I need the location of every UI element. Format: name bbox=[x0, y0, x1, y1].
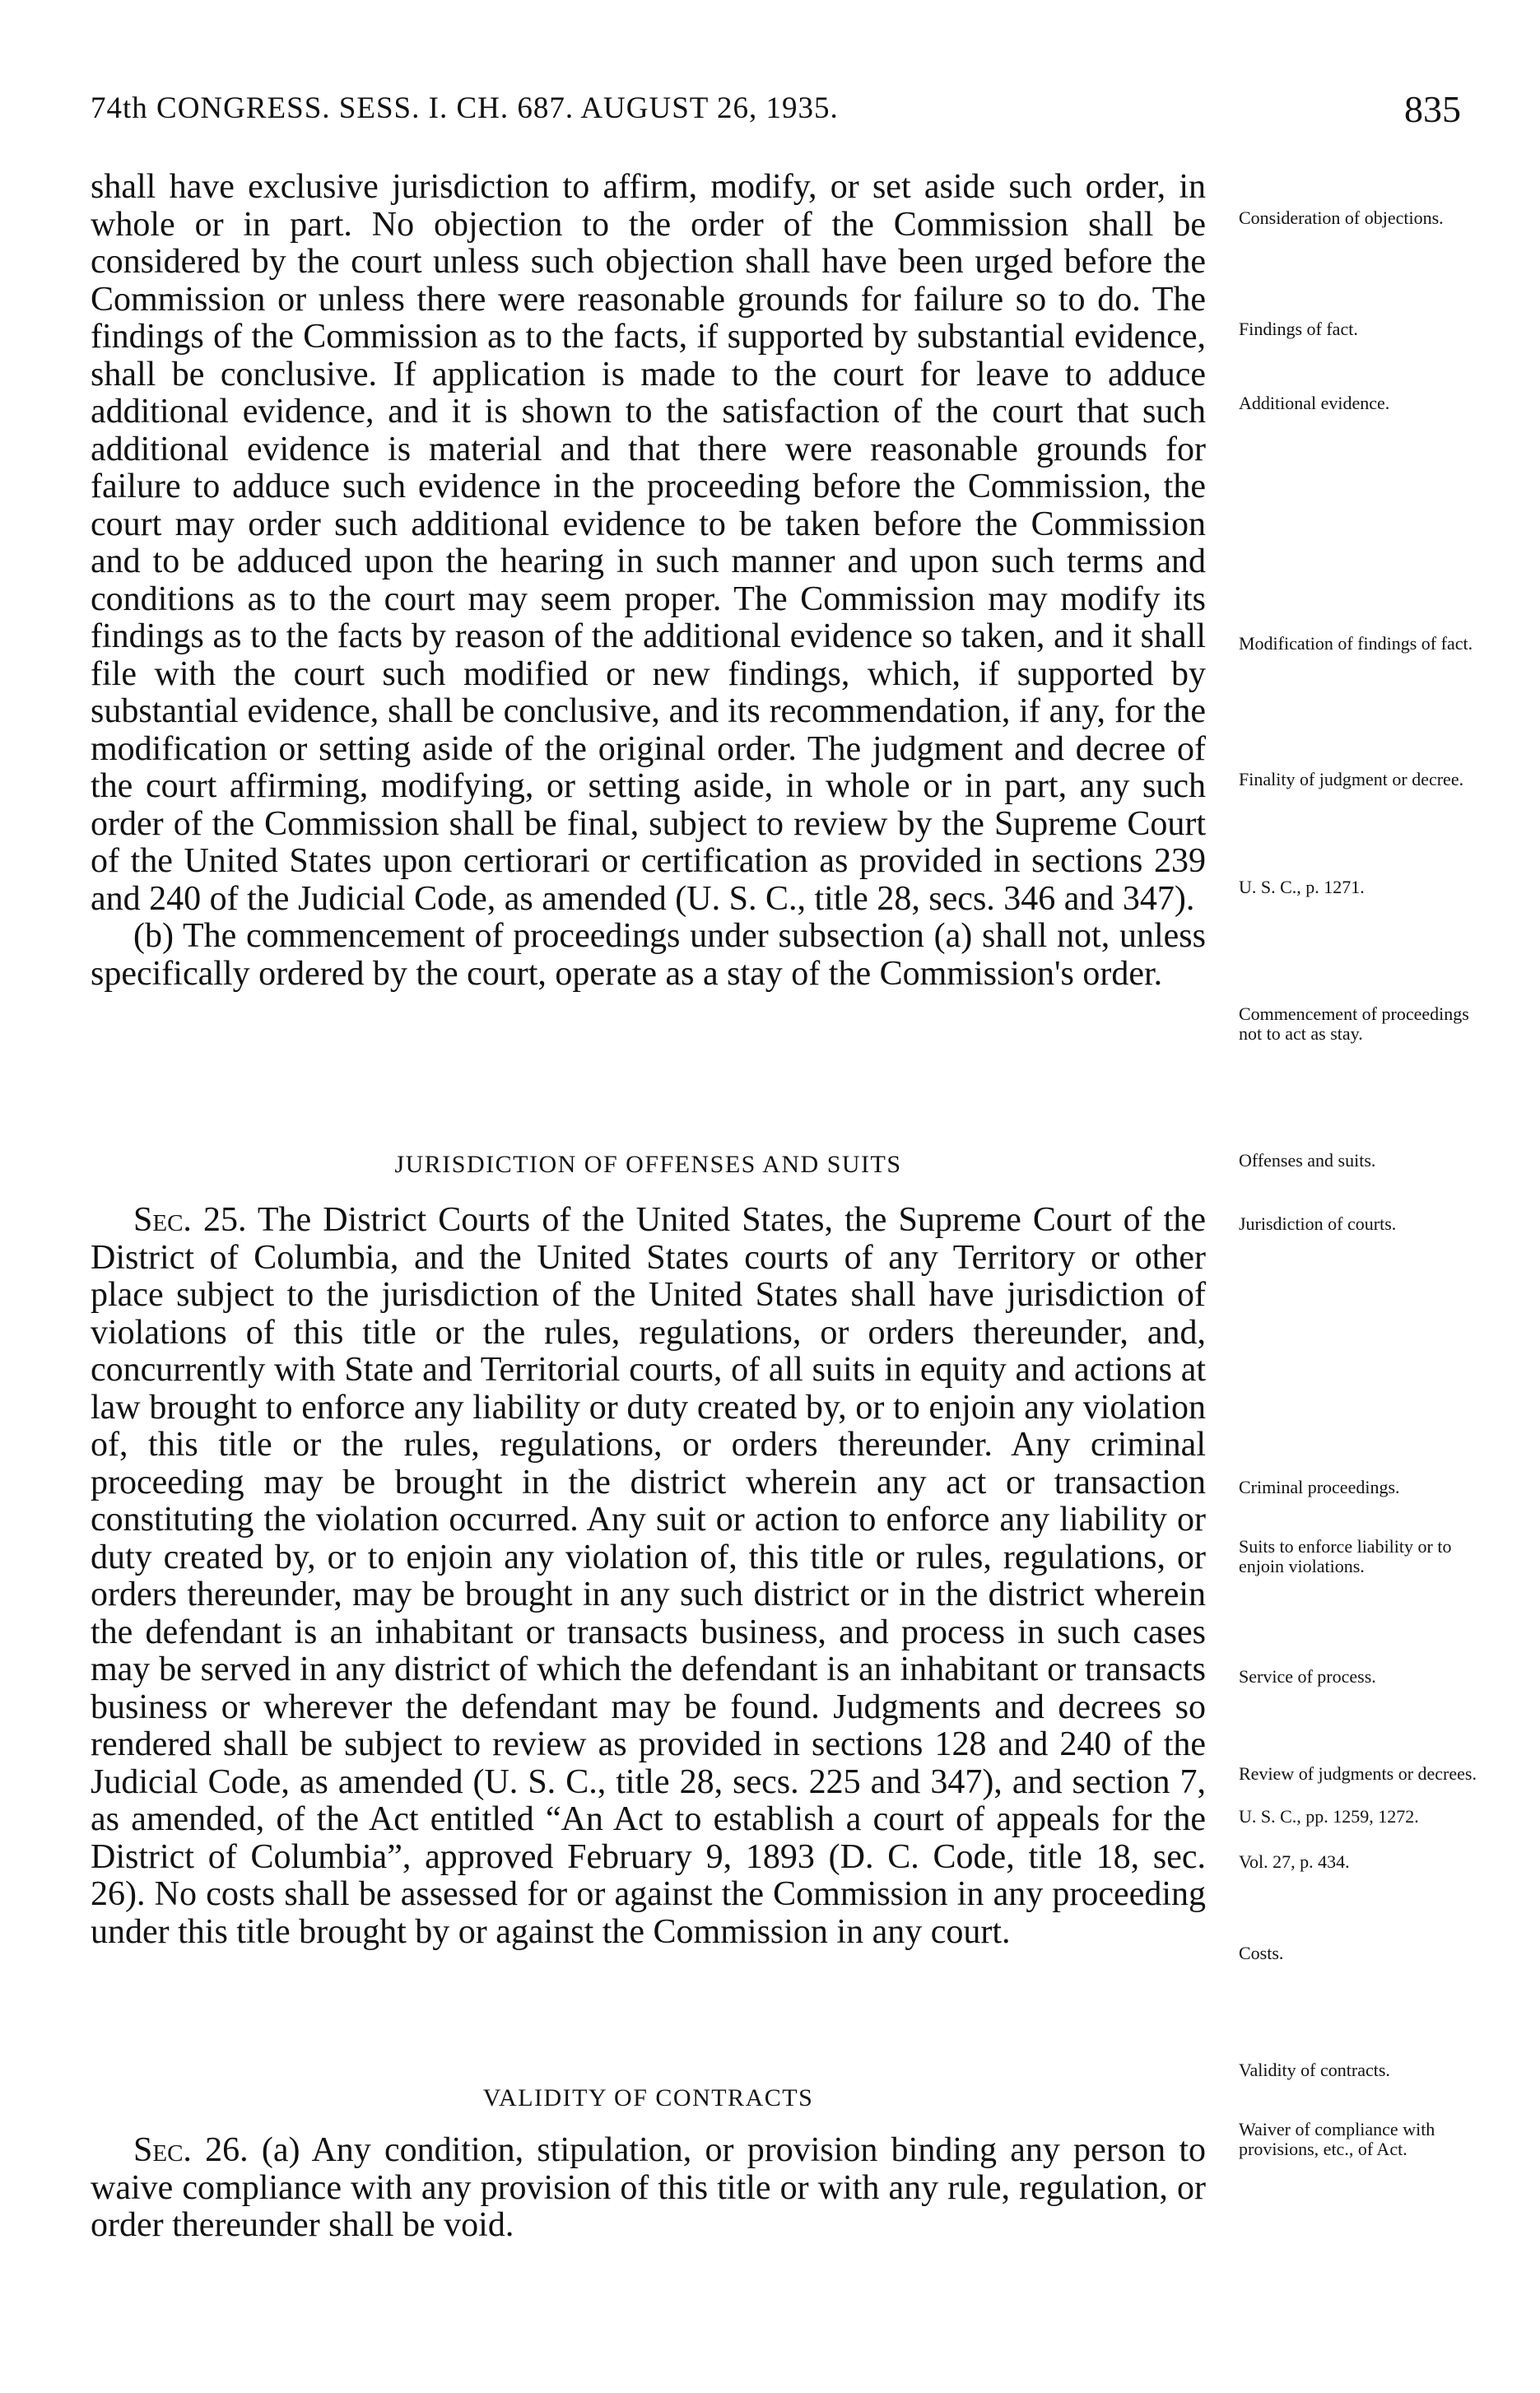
margin-note-usc-1271: U. S. C., p. 1271. bbox=[1239, 877, 1365, 897]
margin-note-vol27: Vol. 27, p. 434. bbox=[1239, 1851, 1350, 1872]
margin-note-criminal: Criminal proceedings. bbox=[1239, 1477, 1400, 1497]
margin-note-offenses: Offenses and suits. bbox=[1239, 1150, 1376, 1171]
margin-note-commencement: Commencement of proceedings not to act as stay. bbox=[1239, 1003, 1469, 1044]
section-26-label: Sec. 26. bbox=[133, 2131, 249, 2169]
margin-note-findings: Findings of fact. bbox=[1239, 319, 1358, 339]
main-text-column bbox=[91, 169, 1206, 993]
section-heading-jurisdiction-wrap bbox=[91, 1151, 1206, 1179]
margin-note-service: Service of process. bbox=[1239, 1666, 1376, 1687]
margin-note-additional-evidence: Additional evidence. bbox=[1239, 393, 1390, 413]
section-26-text: (a) Any condition, stipulation, or provision binding any person to waive compliance with any provision of this title or with any rule, regulation, or order thereunder shall be void. bbox=[91, 2131, 1207, 2244]
section-25-text: The District Courts of the United States, the Supreme Court of the District of Columbia, and the United States courts of any Territory or other place subject to the jurisdiction of the United States shall have jurisdiction of violations of this title or the rules, regulations, or orders thereunder, and, concurrently with State and Territorial courts, of all suits in equity and actions at law brought to enforce any liability or duty created by, or to enjoin any violation of, this title or the rules, regulations, or orders thereunder. Any criminal proceeding may be brought in the district wherein any act or transaction constituting the violation occurred. Any suit or action to enforce any liability or duty created by, or to enjoin any violation of, this title or rules, regulations, or orders thereunder, may be brought in any such district or in the district wherein the defendant is an inhabitant or transacts business, and process in such cases may be served in any district of which the defendant is an inhabitant or transacts business or wherever the defendant may be found. Judgments and decrees so rendered shall be subject to review as provided in sections 128 and 240 of the Judicial Code, as amended (U. S. C., title 28, secs. 225 and 347), and section 7, as amended, of the Act entitled “An Act to establish a court of appeals for the District of Columbia”, approved February 9, 1893 (D. C. Code, title 18, sec. 26). No costs shall be assessed for or against the Commission in any proceeding under this title brought by or against the Commission in any court. bbox=[91, 1201, 1206, 1951]
running-header bbox=[91, 88, 1461, 140]
margin-note-suits: Suits to enforce liability or to enjoin violations. bbox=[1239, 1536, 1452, 1576]
margin-note-waiver: Waiver of compliance with provisions, etc., of Act. bbox=[1239, 2119, 1435, 2159]
margin-note-consideration: Consideration of objections. bbox=[1239, 207, 1444, 228]
margin-note-costs: Costs. bbox=[1239, 1943, 1284, 1963]
margin-note-usc-1259: U. S. C., pp. 1259, 1272. bbox=[1239, 1806, 1419, 1827]
section-26-block bbox=[91, 2132, 1206, 2245]
paragraph-continued: shall have exclusive jurisdiction to affirm, modify, or set aside such order, in whole or in part. No objection to the order of the Commission shall be considered by the court unless such objection shall have been urged before the Commission or unless there were reasonable grounds for failure so to do. The findings of the Commission as to the facts, if supported by substantial evidence, shall be conclusive. If application is made to the court for leave to adduce additional evidence, and it is shown to the satisfaction of the court that such additional evidence is material and that there were reasonable grounds for failure to adduce such evidence in the proceeding before the Commission, the court may order such additional evidence to be taken before the Commission and to be adduced upon the hearing in such manner and upon such terms and conditions as to the court may seem proper. The Commission may modify its findings as to the facts by reason of the additional evidence so taken, and it shall file with the court such modified or new findings, which, if supported by substantial evidence, shall be conclusive, and its recommendation, if any, for the modification or setting aside of the original order. The judgment and decree of the court affirming, modifying, or setting aside, in whole or in part, any such order of the Commission shall be final, subject to review by the Supreme Court of the United States upon certiorari or certification as provided in sections 239 and 240 of the Judicial Code, as amended (U. S. C., title 28, secs. 346 and 347). bbox=[91, 168, 1206, 918]
section-heading-jurisdiction: JURISDICTION OF OFFENSES AND SUITS bbox=[394, 1151, 902, 1178]
section-25-block bbox=[91, 1202, 1206, 1951]
section-25-label: Sec. 25. bbox=[133, 1201, 247, 1239]
section-heading-validity-wrap bbox=[91, 2084, 1206, 2112]
paragraph-subsection-b: (b) The commencement of proceedings under subsection (a) shall not, unless specifically ordered by the court, operate as a stay of the Commission's order. bbox=[91, 917, 1206, 993]
section-26-paragraph bbox=[91, 2132, 1206, 2245]
page-number: 835 bbox=[1404, 88, 1461, 130]
section-25-paragraph bbox=[91, 1202, 1206, 1951]
margin-note-validity: Validity of contracts. bbox=[1239, 2060, 1390, 2080]
margin-note-review: Review of judgments or decrees. bbox=[1239, 1763, 1477, 1784]
section-heading-validity: VALIDITY OF CONTRACTS bbox=[482, 2084, 814, 2111]
margin-note-jurisdiction-courts: Jurisdiction of courts. bbox=[1239, 1213, 1397, 1234]
margin-note-finality: Finality of judgment or decree. bbox=[1239, 769, 1464, 789]
running-head-title: 74th CONGRESS. SESS. I. CH. 687. AUGUST 26, 1935. bbox=[91, 91, 839, 125]
margin-note-modification: Modification of findings of fact. bbox=[1239, 633, 1473, 654]
